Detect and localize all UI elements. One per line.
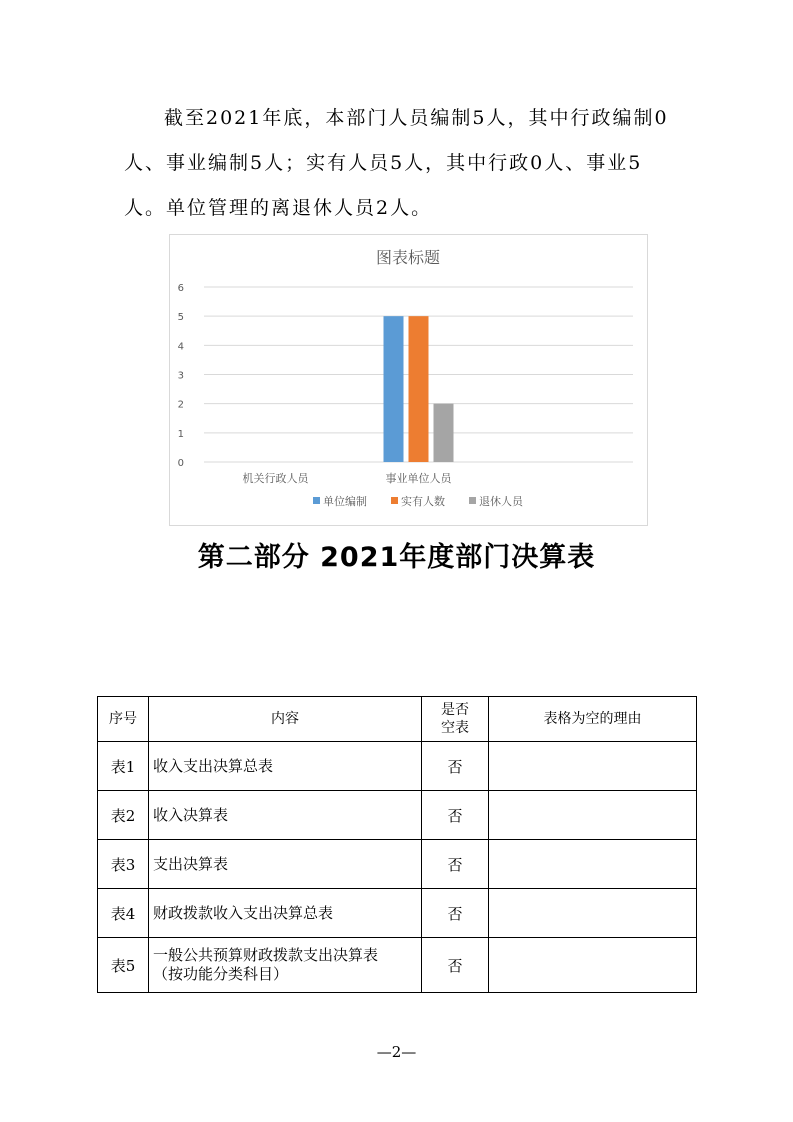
row-no: 表3 [98,840,149,889]
table-row [98,791,697,840]
table-row [98,840,697,889]
table-row [98,889,697,938]
table-header-row [98,697,697,742]
paragraph-line: 人。单位管理的离退休人员2人。 [124,197,433,219]
row-no: 表4 [98,889,149,938]
bar [409,316,429,462]
row-no: 表5 [98,938,149,993]
chart-canvas [170,235,647,525]
report-list-table [97,696,697,993]
paragraph-line: 截至2021年底，本部门人员编制5人，其中行政编制0 [164,107,669,129]
row-reason [489,742,697,791]
table-row [98,938,697,993]
row-no: 表1 [98,742,149,791]
y-tick-label: 2 [177,399,184,411]
paragraph-line: 人、事业编制5人；实有人员5人，其中行政0人、事业5 [124,152,643,174]
page-number: —2— [376,1043,417,1061]
row-reason [489,889,697,938]
row-reason [489,791,697,840]
row-reason [489,938,697,993]
row-empty: 否 [422,791,489,840]
row-content: 收入决算表 [149,791,422,840]
header-no: 序号 [98,697,149,742]
legend-label: 退休人员 [479,495,523,508]
header-reason: 表格为空的理由 [489,697,697,742]
y-tick-label: 6 [177,283,184,294]
staff-bar-chart [169,234,648,526]
y-tick-label: 3 [177,370,184,382]
legend-swatch [313,497,320,504]
x-tick-label: 机关行政人员 [242,472,309,485]
row-content: 支出决算表 [149,840,422,889]
header-empty-line1: 是否 [441,702,469,718]
y-tick-label: 4 [177,341,184,353]
row-reason [489,840,697,889]
bar [434,404,454,462]
header-empty-line2: 空表 [441,720,469,736]
legend-label: 实有人数 [401,495,445,508]
intro-paragraph [124,96,684,231]
row-content-line: （按功能分类科目） [153,965,289,983]
section-title: 第二部分 2021年度部门决算表 [197,542,596,573]
legend-swatch [469,497,476,504]
y-tick-label: 5 [177,312,184,324]
header-content: 内容 [149,697,422,742]
row-empty: 否 [422,889,489,938]
y-tick-label: 0 [177,458,184,469]
legend-swatch [391,497,398,504]
table-row [98,742,697,791]
row-content [149,938,422,993]
bar [384,316,404,462]
row-empty: 否 [422,938,489,993]
row-no: 表2 [98,791,149,840]
row-empty: 否 [422,742,489,791]
row-content: 收入支出决算总表 [149,742,422,791]
chart-title: 图表标题 [375,248,441,267]
header-empty [422,697,489,742]
y-tick-label: 1 [177,428,184,440]
legend-label: 单位编制 [323,495,367,508]
row-empty: 否 [422,840,489,889]
x-tick-label: 事业单位人员 [385,472,452,485]
row-content: 财政拨款收入支出决算总表 [149,889,422,938]
row-content-line: 一般公共预算财政拨款支出决算表 [153,946,379,964]
